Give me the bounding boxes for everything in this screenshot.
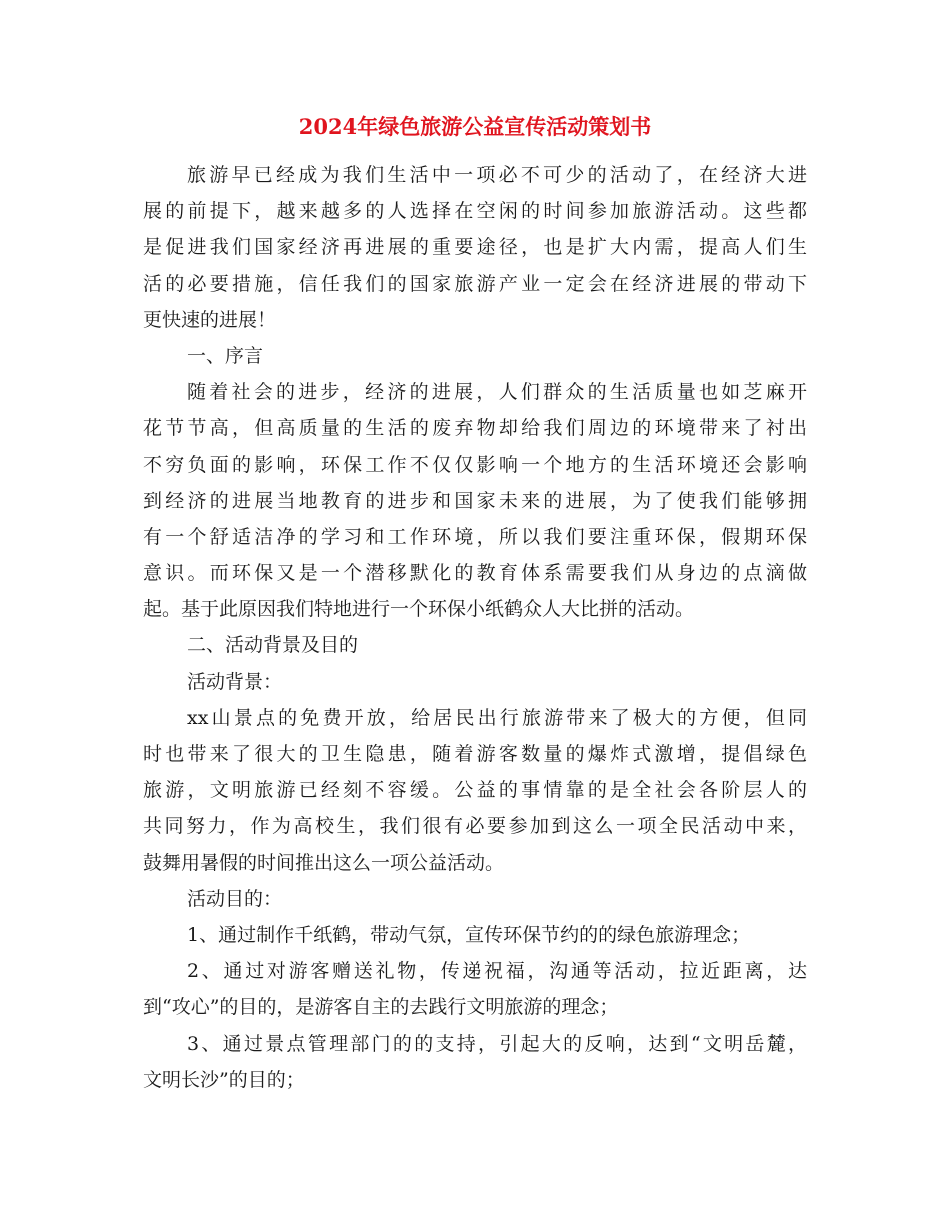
paragraph-line: 旅游，文明旅游已经刻不容缓。公益的事情靠的是全社会各阶层人的 bbox=[143, 779, 807, 802]
list-item: 1、通过制作千纸鹤，带动气氛，宣传环保节约的的绿色旅游理念； bbox=[187, 923, 751, 946]
paragraph-line: 活的必要措施，信任我们的国家旅游产业一定会在经济进展的带动下 bbox=[143, 272, 807, 295]
subheading: 活动背景： bbox=[187, 670, 283, 693]
list-item: 2、通过对游客赠送礼物，传递祝福，沟通等活动，拉近距离，达 bbox=[187, 960, 807, 983]
section-heading: 二、活动背景及目的 bbox=[187, 634, 359, 657]
paragraph-line: 起。基于此原因我们特地进行一个环保小纸鹤众人大比拼的活动。 bbox=[143, 598, 695, 621]
list-item-continuation: 文明长沙”的目的； bbox=[143, 1068, 305, 1091]
section-heading: 一、序言 bbox=[187, 344, 264, 367]
paragraph-line: 时也带来了很大的卫生隐患，随着游客数量的爆炸式激增，提倡绿色 bbox=[143, 743, 807, 765]
paragraph-line: 到经济的进展当地教育的进步和国家未来的进展，为了使我们能够拥 bbox=[143, 489, 807, 512]
paragraph-line: 意识。而环保又是一个潜移默化的教育体系需要我们从身边的点滴做 bbox=[143, 562, 807, 585]
paragraph-line: 不穷负面的影响，环保工作不仅仅影响一个地方的生活环境还会影响 bbox=[143, 453, 807, 476]
paragraph-line: 共同努力，作为高校生，我们很有必要参加到这么一项全民活动中来， bbox=[143, 815, 807, 838]
paragraph-line: xx山景点的免费开放，给居民出行旅游带来了极大的方便，但同 bbox=[187, 706, 807, 729]
subheading: 活动目的： bbox=[187, 887, 283, 910]
list-item-continuation: 到“攻心”的目的，是游客自主的去践行文明旅游的理念； bbox=[143, 996, 619, 1019]
list-item: 3、通过景点管理部门的的支持，引起大的反响，达到“文明岳麓， bbox=[187, 1032, 807, 1055]
paragraph-line: 旅游早已经成为我们生活中一项必不可少的活动了，在经济大进 bbox=[187, 164, 807, 186]
paragraph-line: 鼓舞用暑假的时间推出这么一项公益活动。 bbox=[143, 851, 505, 874]
paragraph-line: 是促进我们国家经济再进展的重要途径，也是扩大内需，提高人们生 bbox=[143, 236, 807, 259]
paragraph-line: 更快速的进展！ bbox=[143, 308, 277, 331]
paragraph-line: 有一个舒适洁净的学习和工作环境，所以我们要注重环保，假期环保 bbox=[143, 525, 807, 548]
document-body bbox=[143, 157, 807, 1098]
paragraph-line: 随着社会的进步，经济的进展，人们群众的生活质量也如芝麻开 bbox=[187, 381, 807, 404]
paragraph-line: 展的前提下，越来越多的人选择在空闲的时间参加旅游活动。这些都 bbox=[143, 200, 807, 223]
paragraph-line: 花节节高，但高质量的生活的废弃物却给我们周边的环境带来了衬出 bbox=[143, 417, 807, 440]
document-title: 2024年绿色旅游公益宣传活动策划书 bbox=[298, 114, 652, 139]
